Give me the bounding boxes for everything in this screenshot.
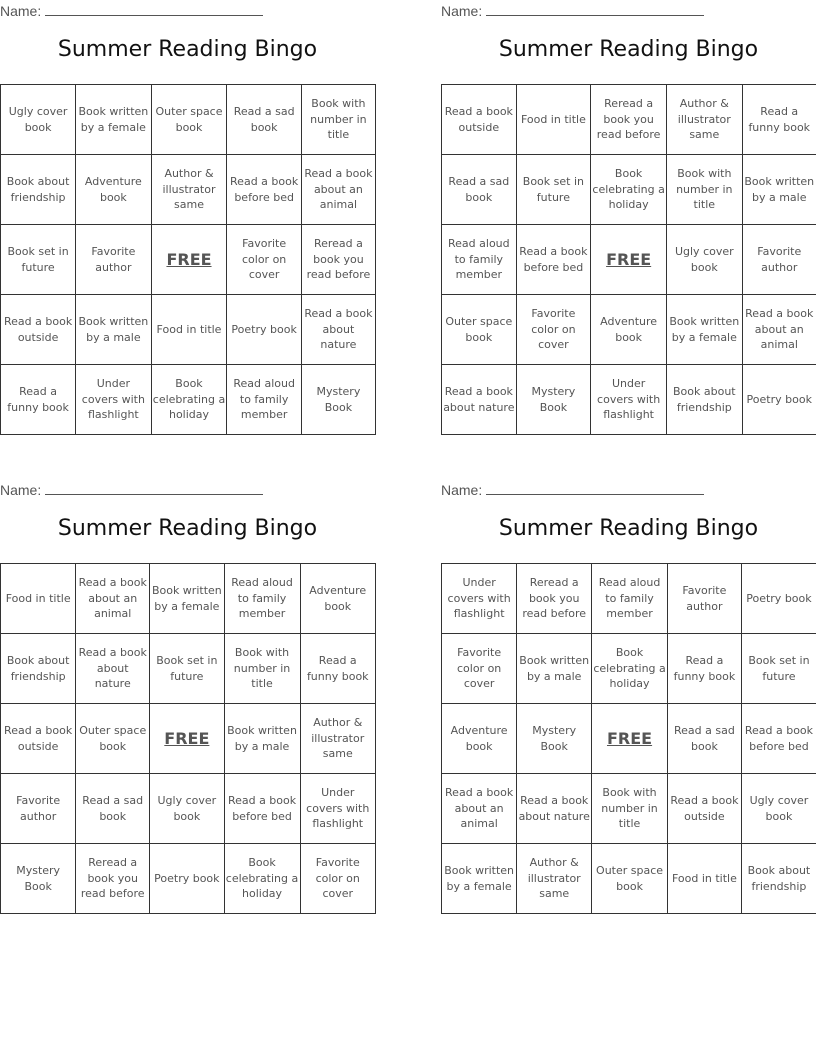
bingo-cell[interactable]: Author & illustrator same <box>300 704 376 774</box>
bingo-grid <box>441 84 816 435</box>
bingo-cell[interactable]: Read a book outside <box>1 704 76 774</box>
bingo-cell[interactable]: Book written by a female <box>76 85 151 155</box>
bingo-cell[interactable]: Poetry book <box>150 844 224 914</box>
bingo-cell[interactable]: Ugly cover book <box>150 774 224 844</box>
bingo-cell[interactable]: Read a book before bed <box>516 225 590 295</box>
bingo-cell[interactable]: Mystery Book <box>1 844 76 914</box>
bingo-cell[interactable]: Adventure book <box>300 564 376 634</box>
bingo-cell[interactable]: Under covers with flashlight <box>591 365 667 435</box>
bingo-grid <box>0 84 376 435</box>
bingo-cell[interactable]: Adventure book <box>76 155 151 225</box>
bingo-cell[interactable]: Read a book about nature <box>517 774 592 844</box>
bingo-cell[interactable]: Food in title <box>151 295 227 365</box>
bingo-cell[interactable]: Under covers with flashlight <box>76 365 151 435</box>
bingo-cell[interactable]: Favorite author <box>742 225 816 295</box>
bingo-cell[interactable]: Read a sad book <box>227 85 301 155</box>
name-label: Name: <box>441 3 483 19</box>
name-field[interactable] <box>441 1 816 21</box>
bingo-cell[interactable]: Author & illustrator same <box>517 844 592 914</box>
bingo-cell[interactable]: Mystery Book <box>516 365 590 435</box>
bingo-cell[interactable]: Book written by a female <box>667 295 742 365</box>
bingo-cell[interactable]: Read aloud to family member <box>227 365 301 435</box>
card-title: Summer Reading Bingo <box>498 37 759 62</box>
bingo-cell[interactable]: Read a book outside <box>667 774 741 844</box>
bingo-cell[interactable]: Read a funny book <box>1 365 76 435</box>
bingo-cell[interactable]: Book celebrating a holiday <box>224 844 300 914</box>
bingo-cell[interactable]: Book about friendship <box>1 634 76 704</box>
bingo-cell[interactable]: Ugly cover book <box>1 85 76 155</box>
bingo-cell[interactable]: Read a book about nature <box>301 295 375 365</box>
name-field[interactable] <box>0 1 376 21</box>
bingo-cell[interactable]: Read a book about an animal <box>301 155 375 225</box>
bingo-cell[interactable]: Book set in future <box>516 155 590 225</box>
bingo-card-1 <box>0 1 376 435</box>
bingo-cell[interactable]: Read a sad book <box>667 704 741 774</box>
bingo-cell[interactable]: Favorite color on cover <box>442 634 517 704</box>
bingo-cell[interactable]: Book about friendship <box>667 365 742 435</box>
bingo-cell[interactable]: Book written by a female <box>442 844 517 914</box>
bingo-cell[interactable]: Book celebrating a holiday <box>592 634 668 704</box>
card-title: Summer Reading Bingo <box>57 37 318 62</box>
bingo-cell[interactable]: Reread a book you read before <box>517 564 592 634</box>
name-blank-line[interactable] <box>45 2 263 16</box>
bingo-cell[interactable]: Favorite author <box>667 564 741 634</box>
free-space-cell[interactable]: FREE <box>150 704 224 774</box>
bingo-cell[interactable]: Read a book about an animal <box>442 774 517 844</box>
bingo-cell[interactable]: Book written by a male <box>517 634 592 704</box>
bingo-cell[interactable]: Outer space book <box>442 295 517 365</box>
bingo-cell[interactable]: Book about friendship <box>741 844 816 914</box>
bingo-cell[interactable]: Book celebrating a holiday <box>591 155 667 225</box>
bingo-cell[interactable]: Book set in future <box>150 634 224 704</box>
bingo-cell[interactable]: Read a book before bed <box>741 704 816 774</box>
bingo-cell[interactable]: Mystery Book <box>301 365 375 435</box>
bingo-cell[interactable]: Adventure book <box>591 295 667 365</box>
card-title: Summer Reading Bingo <box>498 516 759 541</box>
bingo-cell[interactable]: Reread a book you read before <box>591 85 667 155</box>
bingo-cell[interactable]: Book with number in title <box>301 85 375 155</box>
bingo-cell[interactable]: Read a book before bed <box>224 774 300 844</box>
bingo-cell[interactable]: Poetry book <box>742 365 816 435</box>
bingo-cell[interactable]: Poetry book <box>227 295 301 365</box>
free-space-cell[interactable]: FREE <box>151 225 227 295</box>
name-field[interactable] <box>0 480 376 500</box>
bingo-cell[interactable]: Read a book outside <box>1 295 76 365</box>
bingo-grid <box>441 563 816 914</box>
bingo-cell[interactable]: Book with number in title <box>667 155 742 225</box>
bingo-cell[interactable]: Favorite author <box>1 774 76 844</box>
bingo-cell[interactable]: Favorite color on cover <box>227 225 301 295</box>
bingo-cell[interactable]: Book written by a male <box>742 155 816 225</box>
bingo-cell[interactable]: Book written by a male <box>224 704 300 774</box>
bingo-cell[interactable]: Mystery Book <box>517 704 592 774</box>
bingo-cell[interactable]: Food in title <box>516 85 590 155</box>
bingo-cell[interactable]: Book with number in title <box>592 774 668 844</box>
bingo-cell[interactable]: Poetry book <box>741 564 816 634</box>
bingo-cell[interactable]: Book with number in title <box>224 634 300 704</box>
bingo-card-4 <box>441 480 816 914</box>
free-space-cell[interactable]: FREE <box>591 225 667 295</box>
bingo-cell[interactable]: Read aloud to family member <box>442 225 517 295</box>
bingo-cell[interactable]: Book set in future <box>741 634 816 704</box>
bingo-cell[interactable]: Food in title <box>667 844 741 914</box>
bingo-cell[interactable]: Favorite color on cover <box>300 844 376 914</box>
name-blank-line[interactable] <box>486 481 704 495</box>
bingo-cell[interactable]: Book set in future <box>1 225 76 295</box>
bingo-cell[interactable]: Ugly cover book <box>741 774 816 844</box>
bingo-cell[interactable]: Read a book before bed <box>227 155 301 225</box>
name-label: Name: <box>441 482 483 498</box>
bingo-cell[interactable]: Book written by a male <box>76 295 151 365</box>
bingo-cell[interactable]: Read a book about an animal <box>76 564 150 634</box>
bingo-cell[interactable]: Read a book outside <box>442 85 517 155</box>
bingo-cell[interactable]: Read aloud to family member <box>592 564 668 634</box>
bingo-cell[interactable]: Under covers with flashlight <box>300 774 376 844</box>
name-blank-line[interactable] <box>45 481 263 495</box>
bingo-cell[interactable]: Favorite author <box>76 225 151 295</box>
bingo-cell[interactable]: Book written by a female <box>150 564 224 634</box>
bingo-card-3 <box>0 480 376 914</box>
bingo-cell[interactable]: Read a book about an animal <box>742 295 816 365</box>
bingo-cell[interactable]: Food in title <box>1 564 76 634</box>
bingo-cell[interactable]: Read a sad book <box>442 155 517 225</box>
bingo-cell[interactable]: Read a sad book <box>76 774 150 844</box>
bingo-cell[interactable]: Book celebrating a holiday <box>151 365 227 435</box>
name-label: Name: <box>0 482 42 498</box>
bingo-cell[interactable]: Outer space book <box>592 844 668 914</box>
bingo-cell[interactable]: Book about friendship <box>1 155 76 225</box>
bingo-cell[interactable]: Read a funny book <box>667 634 741 704</box>
bingo-cell[interactable]: Adventure book <box>442 704 517 774</box>
bingo-cell[interactable]: Read a funny book <box>300 634 376 704</box>
bingo-cell[interactable]: Read a funny book <box>742 85 816 155</box>
bingo-cell[interactable]: Author & illustrator same <box>667 85 742 155</box>
bingo-cell[interactable]: Read aloud to family member <box>224 564 300 634</box>
bingo-cell[interactable]: Reread a book you read before <box>76 844 150 914</box>
bingo-cell[interactable]: Read a book about nature <box>76 634 150 704</box>
bingo-cell[interactable]: Outer space book <box>76 704 150 774</box>
card-title: Summer Reading Bingo <box>57 516 318 541</box>
free-space-cell[interactable]: FREE <box>592 704 668 774</box>
name-field[interactable] <box>441 480 816 500</box>
bingo-grid <box>0 563 376 914</box>
bingo-cell[interactable]: Read a book about nature <box>442 365 517 435</box>
bingo-cell[interactable]: Under covers with flashlight <box>442 564 517 634</box>
bingo-cell[interactable]: Reread a book you read before <box>301 225 375 295</box>
bingo-cell[interactable]: Outer space book <box>151 85 227 155</box>
name-blank-line[interactable] <box>486 2 704 16</box>
name-label: Name: <box>0 3 42 19</box>
bingo-card-2 <box>441 1 816 435</box>
bingo-cell[interactable]: Author & illustrator same <box>151 155 227 225</box>
bingo-cell[interactable]: Ugly cover book <box>667 225 742 295</box>
bingo-cell[interactable]: Favorite color on cover <box>516 295 590 365</box>
